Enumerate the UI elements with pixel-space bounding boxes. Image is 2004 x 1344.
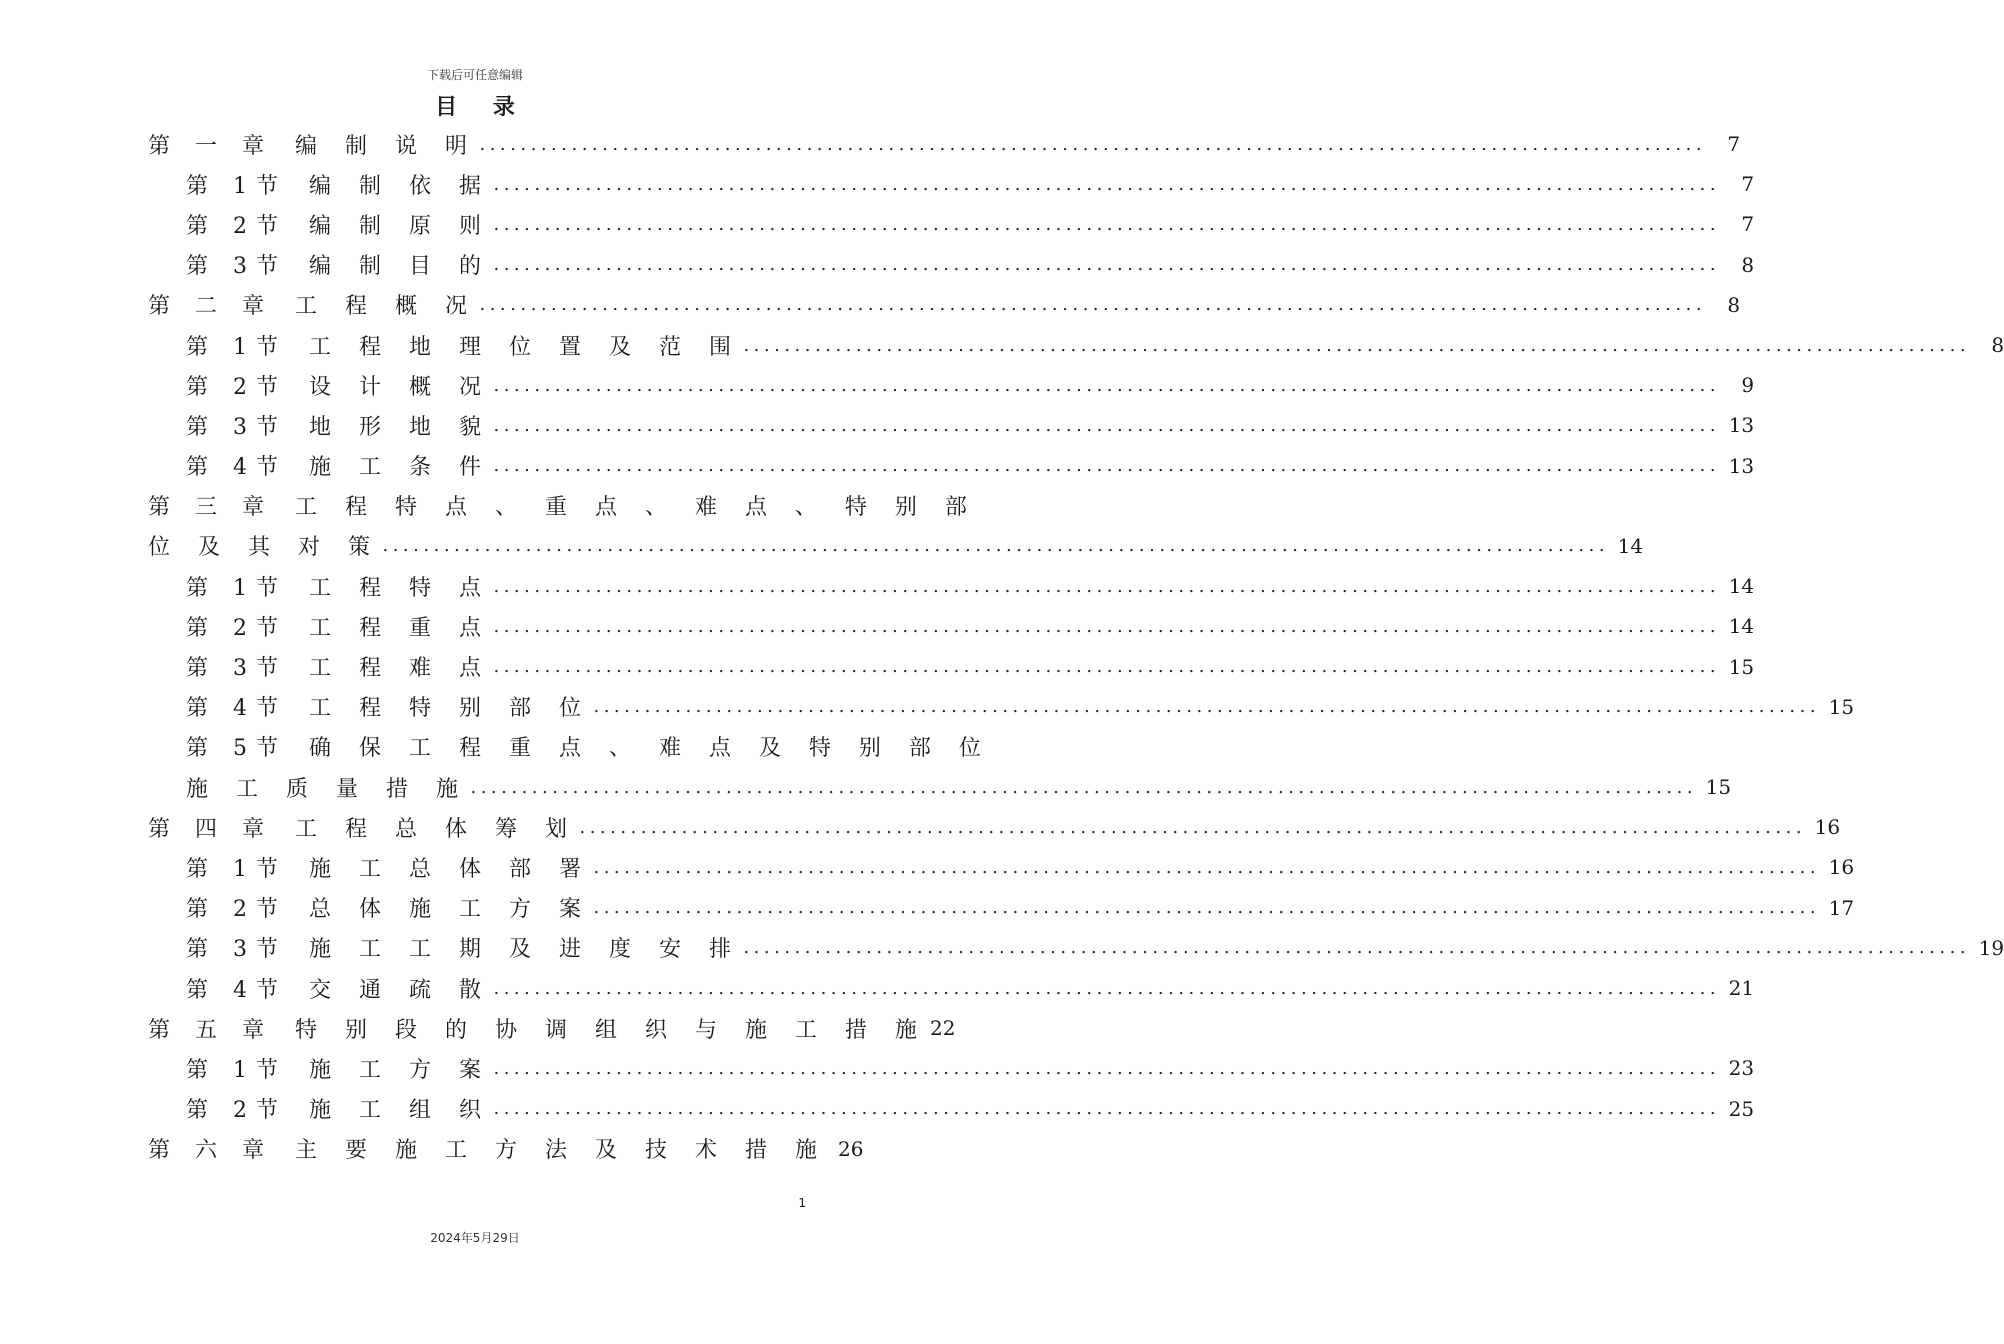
- toc-leader-dots: ........................................................................................................................: [493, 615, 1721, 637]
- toc-entry-title: 工 程 地 理 位 置 及 范 围: [309, 334, 742, 360]
- toc-entry[interactable]: [148, 687, 1855, 727]
- toc-section-label: 第 3节: [186, 414, 287, 440]
- toc-page-number: 8: [1727, 292, 1741, 317]
- toc-page-number: 17: [1828, 895, 1855, 920]
- toc-chapter-label: 第 六 章: [148, 1138, 273, 1164]
- toc-leader-dots: ........................................................................................................................: [493, 656, 1721, 678]
- toc-entry-title: 主 要 施 工 方 法 及 技 术 措 施: [295, 1138, 828, 1164]
- toc-entry-title: 编 制 目 的: [309, 254, 492, 280]
- toc-entry-title: 编 制 依 据: [309, 173, 492, 199]
- toc-entry-title: 交 通 疏 散: [309, 977, 492, 1003]
- toc-leader-dots: ........................................................................................................................: [579, 816, 1807, 838]
- toc-page-number: 13: [1728, 413, 1755, 438]
- toc-entry-title: 特 别 段 的 协 调 组 织 与 施 工 措 施: [295, 1017, 928, 1043]
- toc-section-label: 第 4节: [186, 977, 287, 1003]
- toc-entry[interactable]: [148, 405, 1755, 445]
- toc-section-label: 第 1节: [186, 173, 287, 199]
- toc-leader-dots: ........................................................................................................................: [493, 374, 1721, 396]
- toc-page-number: 22: [929, 1016, 956, 1041]
- toc-entry-title: 施 工 工 期 及 进 度 安 排: [309, 937, 742, 963]
- toc-entry[interactable]: [148, 285, 1741, 325]
- toc-section-label: 第 3节: [186, 254, 287, 280]
- toc-page-number: 23: [1728, 1056, 1755, 1081]
- toc-entry-title: 工 程 总 体 筹 划: [295, 816, 578, 842]
- toc-page-number: 25: [1728, 1096, 1755, 1121]
- toc-leader-dots: ........................................................................................................................: [493, 1057, 1721, 1079]
- toc-page-number: 15: [1728, 654, 1755, 679]
- toc-entry-title: 工 程 概 况: [295, 294, 478, 320]
- toc-entry[interactable]: [148, 807, 1841, 847]
- toc-page-number: 15: [1828, 694, 1855, 719]
- toc-leader-dots: ........................................................................................................................: [493, 213, 1721, 235]
- toc-section-label: 第 4节: [186, 455, 287, 481]
- toc-entry-title: 确 保 工 程 重 点 、 难 点 及 特 别 部 位: [309, 736, 992, 762]
- toc-entry[interactable]: [148, 526, 1644, 566]
- toc-entry[interactable]: [148, 446, 1755, 486]
- toc-leader-dots: ........................................................................................................................: [493, 414, 1721, 436]
- toc-leader-dots: ........................................................................................................................: [493, 1098, 1721, 1120]
- toc-page-number: 8: [1741, 252, 1755, 277]
- toc-leader-dots: ........................................................................................................................: [743, 334, 1971, 356]
- toc-entry[interactable]: [148, 1129, 864, 1169]
- toc-page-number: 21: [1728, 976, 1755, 1001]
- toc-section-label: 第 2节: [186, 1098, 287, 1124]
- toc-entry[interactable]: [148, 486, 978, 526]
- toc-page-number: 13: [1728, 453, 1755, 478]
- toc-entry-title: 编 制 说 明: [295, 133, 478, 159]
- toc-section-label: 第 2节: [186, 897, 287, 923]
- toc-entry[interactable]: [148, 164, 1755, 204]
- toc-section-label: 第 2节: [186, 374, 287, 400]
- toc-chapter-label: 第 四 章: [148, 816, 273, 842]
- toc-page-number: 16: [1828, 855, 1855, 880]
- toc-title: 目 录: [435, 95, 529, 120]
- toc-entry[interactable]: [148, 888, 1855, 928]
- toc-section-label: 第 2节: [186, 213, 287, 239]
- toc-entry-title: 位 及 其 对 策: [148, 535, 381, 561]
- toc-entry-title: 施 工 总 体 部 署: [309, 856, 592, 882]
- toc-leader-dots: ........................................................................................................................: [493, 977, 1721, 999]
- toc-entry-title: 施 工 条 件: [309, 455, 492, 481]
- toc-leader-dots: ........................................................................................................................: [493, 254, 1721, 276]
- toc-leader-dots: ........................................................................................................................: [593, 696, 1821, 718]
- toc-leader-dots: ........................................................................................................................: [743, 937, 1971, 959]
- toc-page-number: 8: [1991, 333, 2004, 358]
- toc-leader-dots: ........................................................................................................................: [593, 897, 1821, 919]
- toc-entry[interactable]: [148, 847, 1855, 887]
- toc-page-number: 26: [837, 1136, 864, 1161]
- toc-entry[interactable]: [148, 1089, 1755, 1129]
- toc-entry[interactable]: [148, 928, 2004, 968]
- toc-entry[interactable]: [148, 365, 1755, 405]
- toc-leader-dots: ........................................................................................................................: [479, 133, 1707, 155]
- toc-entry-title: 编 制 原 则: [309, 213, 492, 239]
- toc-page-number: 14: [1728, 614, 1755, 639]
- toc-entry[interactable]: [148, 245, 1755, 285]
- toc-page-number: 7: [1741, 172, 1755, 197]
- toc-entry-title: 工 程 难 点: [309, 656, 492, 682]
- toc-entry-title: 地 形 地 貌: [309, 414, 492, 440]
- toc-entry[interactable]: [148, 566, 1755, 606]
- toc-page-number: 7: [1727, 132, 1741, 157]
- toc-entry[interactable]: [148, 124, 1741, 164]
- toc-entry-title: 工 程 特 点: [309, 575, 492, 601]
- page-footer-date: 2024年5月29日: [430, 1231, 520, 1245]
- toc-page-number: 7: [1741, 212, 1755, 237]
- toc-entry-title: 施 工 方 案: [309, 1057, 492, 1083]
- toc-leader-dots: ........................................................................................................................: [493, 455, 1721, 477]
- toc-entry[interactable]: [148, 325, 2004, 365]
- toc-section-label: 第 1节: [186, 334, 287, 360]
- toc-entry-title: 工 程 重 点: [309, 615, 492, 641]
- page-number: 1: [798, 1196, 806, 1210]
- toc-page-number: 19: [1978, 935, 2004, 960]
- toc-chapter-label: 第 三 章: [148, 495, 273, 521]
- toc-entry-title: 总 体 施 工 方 案: [309, 897, 592, 923]
- toc-entry-title: 施 工 质 量 措 施: [186, 776, 469, 802]
- toc-entry[interactable]: [148, 646, 1755, 686]
- toc-section-label: 第 1节: [186, 575, 287, 601]
- toc-chapter-label: 第 一 章: [148, 133, 273, 159]
- toc-entry[interactable]: [148, 1008, 956, 1048]
- toc-section-label: 第 5节: [186, 736, 287, 762]
- page-header: 下载后可任意编辑: [426, 68, 523, 82]
- toc-entry[interactable]: [148, 767, 1732, 807]
- table-of-contents: [148, 124, 2004, 1169]
- toc-entry[interactable]: [148, 968, 1755, 1008]
- toc-entry[interactable]: [148, 1048, 1755, 1088]
- toc-leader-dots: ........................................................................................................................: [493, 173, 1721, 195]
- toc-section-label: 第 4节: [186, 696, 287, 722]
- toc-section-label: 第 2节: [186, 615, 287, 641]
- toc-entry-title: 设 计 概 况: [309, 374, 492, 400]
- toc-leader-dots: ........................................................................................................................: [493, 575, 1721, 597]
- toc-page-number: 14: [1728, 574, 1755, 599]
- toc-section-label: 第 3节: [186, 937, 287, 963]
- toc-leader-dots: ........................................................................................................................: [479, 294, 1707, 316]
- toc-leader-dots: ........................................................................................................................: [593, 856, 1821, 878]
- toc-leader-dots: ........................................................................................................................: [470, 776, 1698, 798]
- toc-entry[interactable]: [148, 606, 1755, 646]
- toc-entry-title: 工 程 特 点 、 重 点 、 难 点 、 特 别 部: [295, 495, 978, 521]
- toc-entry[interactable]: [148, 727, 992, 767]
- toc-leader-dots: ........................................................................................................................: [382, 535, 1610, 557]
- toc-entry-title: 工 程 特 别 部 位: [309, 696, 592, 722]
- toc-entry-title: 施 工 组 织: [309, 1098, 492, 1124]
- toc-chapter-label: 第 二 章: [148, 294, 273, 320]
- toc-page-number: 14: [1617, 533, 1644, 558]
- toc-entry[interactable]: [148, 204, 1755, 244]
- toc-section-label: 第 1节: [186, 856, 287, 882]
- toc-page-number: 15: [1705, 775, 1732, 800]
- toc-page-number: 16: [1814, 815, 1841, 840]
- toc-section-label: 第 1节: [186, 1057, 287, 1083]
- toc-page-number: 9: [1741, 373, 1755, 398]
- toc-chapter-label: 第 五 章: [148, 1017, 273, 1043]
- toc-section-label: 第 3节: [186, 656, 287, 682]
